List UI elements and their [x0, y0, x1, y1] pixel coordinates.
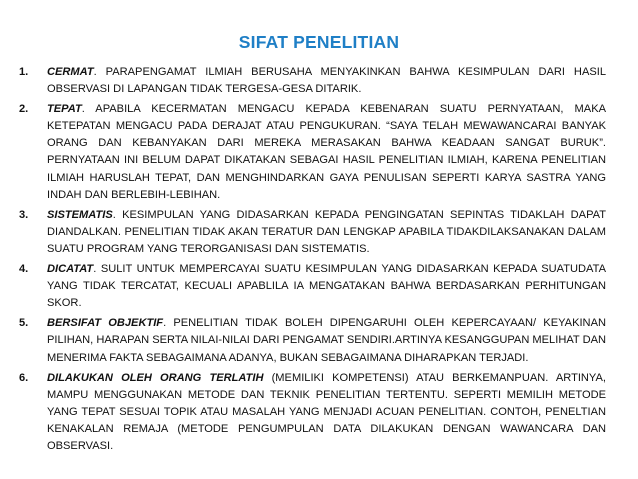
item-number: 3. [19, 208, 29, 221]
item-term: DILAKUKAN OLEH ORANG TERLATIH [47, 371, 264, 384]
item-term: CERMAT [47, 66, 94, 78]
list-item [0, 207, 638, 258]
item-number: 2. [19, 103, 29, 116]
item-text: . PENELITIAN TIDAK BOLEH DIPENGARUHI OLEH KEPERCAYAAN/ KEYAKINAN PILIHAN, HARAPAN SERTA NILAI-NILAI DARI PENGAMAT SENDIRI.ARTINYA KESANGGUPAN MELIHAT DAN MENERIMA FAKTA SEBAGAIMANA ADANYA, BUKAN SEBAGAIMANA DIHARAPKAN TERJADI. [47, 317, 606, 364]
list-item [0, 370, 638, 455]
list-item [0, 64, 638, 98]
item-number: 5. [19, 317, 29, 330]
item-text: . APABILA KECERMATAN MENGACU KEPADA KEBENARAN SUATU PERNYATAAN, MAKA KETEPATAN MENGACU PADA DERAJAT ATAU PENGUKURAN. “SAYA TELAH MEWAWANCARAI BANYAK ORANG DAN KEBANYAKAN DARI MEREKA MERASAKAN BAHWA KEADAAN SANGAT BURUK”. PERNYATAAN INI BELUM DAPAT DIKATAKAN SEBAGAI HASIL PENELITIAN ILMIAH, KARENA PENELITIAN ILMIAH HARUSLAH TEPAT, DAN MENGHINDARKAN GAYA PENULISAN SEPERTI KARYA SASTRA YANG INDAH DAN BERLEBIH-LEBIHAN. [47, 103, 606, 201]
item-term: BERSIFAT OBJEKTIF [47, 317, 164, 330]
list-item [0, 261, 638, 312]
list-item [0, 101, 638, 204]
item-term: SISTEMATIS [47, 208, 113, 221]
item-text: (MEMILIKI KOMPETENSI) ATAU BERKEMANPUAN. ARTINYA, MAMPU MENGGUNAKAN METODE DAN TEKNIK PENELITIAN TERTENTU. SEPERTI MEMILIH METODE YANG TEPAT SESUAI TOPIK ATAU MASALAH YANG MENJADI ACUAN PENELITIAN. CONTOH, PENELTIAN KENAKALAN REMAJA (METODE PENGUMPULAN DATA DILAKUKAN DENGAN WAWANCARA DAN OBSERVASI. [47, 371, 606, 452]
item-number: 4. [19, 263, 29, 276]
item-number: 1. [19, 66, 29, 78]
item-text: . SULIT UNTUK MEMPERCAYAI SUATU KESIMPULAN YANG DIDASARKAN KEPADA SUATUDATA YANG TIDAK TERCATAT, KECUALI APABLILA IA MENGATAKAN BAHWA BERDASARKAN PERHITUNGAN SKOR. [47, 263, 606, 310]
item-text: . PARAPENGAMAT ILMIAH BERUSAHA MENYAKINKAN BAHWA KESIMPULAN DARI HASIL OBSERVASI DI LAPANGAN TIDAK TERGESA-GESA DITARIK. [47, 66, 606, 96]
list-item [0, 315, 638, 366]
item-text: . KESIMPULAN YANG DIDASARKAN KEPADA PENGINGATAN SEPINTAS TIDAKLAH DAPAT DIANDALKAN. PENELITIAN TIDAK AKAN TERATUR DAN LENGKAP APABILA TIDAKDILAKSANAKAN DALAM SUATU PROGRAM YANG TERORGANISASI DAN SISTEMATIS. [47, 208, 606, 255]
item-number: 6. [19, 371, 29, 384]
item-term: DICATAT [47, 263, 94, 276]
characteristics-list [0, 64, 638, 458]
item-term: TEPAT [47, 103, 82, 116]
slide-title: SIFAT PENELITIAN [238, 32, 400, 52]
